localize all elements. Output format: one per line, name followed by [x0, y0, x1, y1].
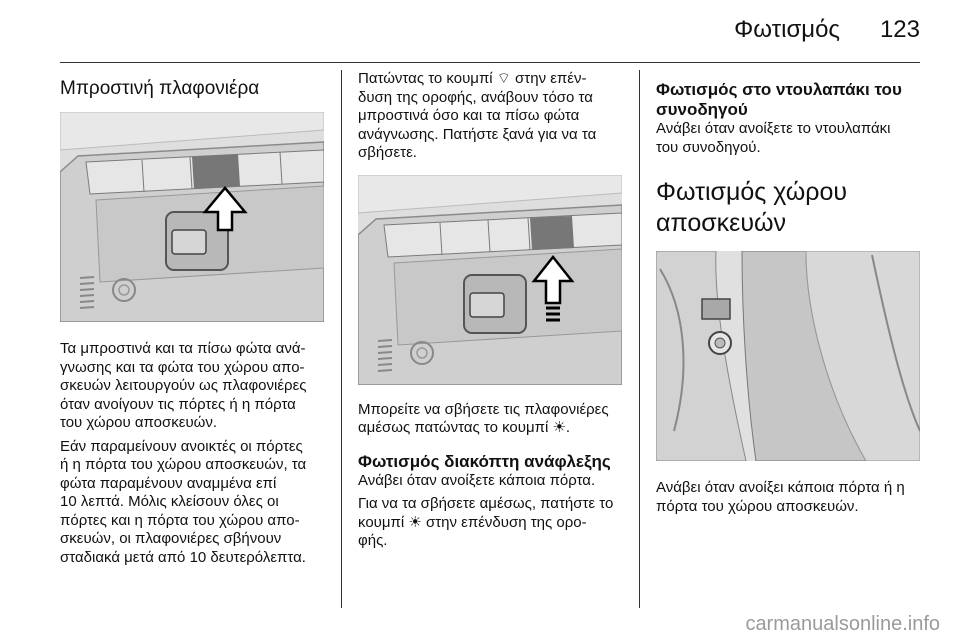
page-title: Φωτισμός — [734, 16, 840, 43]
text-line: Τα μπροστινά και τα πίσω φώτα ανά- — [60, 340, 306, 357]
column-2 — [358, 70, 622, 551]
text-line: φώτα παραμένουν αναμμένα επί — [60, 474, 277, 492]
column-divider-2 — [639, 70, 640, 608]
paragraph-2 — [60, 438, 326, 568]
heading-line: συνοδηγού — [656, 100, 748, 119]
text-line: σταδιακά μετά από 10 δευτερόλεπτα. — [60, 548, 306, 566]
watermark: carmanualsonline.info — [745, 613, 940, 635]
text-line: σκευών λειτουργούν ως πλαφονιέρες — [60, 377, 307, 394]
paragraph-switch-off — [358, 401, 622, 438]
text-line: 10 λεπτά. Μόλις κλείσουν όλες οι — [60, 493, 279, 510]
heading-line: Φωτισμός στο ντουλαπάκι του — [656, 80, 902, 99]
text-line: του συνοδηγού. — [656, 138, 761, 156]
column-1 — [60, 70, 326, 567]
front-courtesy-light-heading: Μπροστινή πλαφονιέρα — [60, 78, 260, 99]
text-line: Ανάβει όταν ανοίξετε το ντουλαπάκι — [656, 120, 891, 137]
paragraph-reading-lights — [358, 70, 622, 163]
text-line: όταν ανοίγουν τις πόρτες ή η πόρτα — [60, 395, 296, 413]
text-line: Πατώντας το κουμπί ⌔ στην επέν- — [358, 70, 587, 87]
roof-console-switch-figure — [358, 175, 622, 385]
page-header — [0, 0, 960, 62]
text-line: Για να τα σβήσετε αμέσως, πατήστε το — [358, 495, 614, 512]
page-number: 123 — [879, 16, 920, 43]
paragraph-luggage — [656, 479, 922, 516]
header-rule — [60, 62, 920, 63]
text-line: Ανάβει όταν ανοίξει κάποια πόρτα ή η — [656, 479, 905, 496]
text-line: Μπορείτε να σβήσετε τις πλαφονιέρες — [358, 400, 609, 418]
text-line: σβήσετε. — [358, 144, 417, 161]
text-line: σκευών, οι πλαφονιέρες σβήνουν — [60, 530, 282, 547]
paragraph-1 — [60, 340, 326, 433]
text-line: φής. — [358, 532, 388, 549]
text-line: πόρτα του χώρου αποσκευών. — [656, 497, 859, 515]
column-divider-1 — [341, 70, 342, 608]
text-line: δυση της οροφής, ανάβουν τόσο τα — [358, 88, 593, 106]
front-roof-console-figure — [60, 112, 324, 322]
paragraph-ignition-off — [358, 495, 622, 551]
text-line: μπροστινά όσο και τα πίσω φώτα — [358, 107, 580, 124]
column-3 — [656, 70, 922, 516]
text-line: αμέσως πατώντας το κουμπί ☀. — [358, 419, 571, 436]
text-line: κουμπί ☀ στην επένδυση της ορο- — [358, 513, 587, 531]
luggage-compartment-figure — [656, 251, 920, 461]
text-line: γνωσης και τα φώτα του χώρου απο- — [60, 358, 305, 376]
heading-line: Φωτισμός χώρου — [656, 178, 848, 206]
text-line: Εάν παραμείνουν ανοικτές οι πόρτες — [60, 437, 303, 455]
paragraph-ignition — [358, 472, 622, 491]
ignition-switch-light-heading: Φωτισμός διακόπτη ανάφλεξης — [358, 451, 611, 471]
text-line: ή η πόρτα του χώρου αποσκευών, τα — [60, 456, 307, 473]
text-line: του χώρου αποσκευών. — [60, 414, 218, 431]
paragraph-glovebox — [656, 120, 922, 157]
luggage-light-heading — [656, 177, 922, 239]
text-line: Ανάβει όταν ανοίξετε κάποια πόρτα. — [358, 471, 596, 489]
heading-line: αποσκευών — [656, 209, 787, 237]
text-line: ανάγνωσης. Πατήστε ξανά για να τα — [358, 125, 597, 143]
glovebox-light-heading — [656, 80, 922, 120]
text-line: πόρτες και η πόρτα του χώρου απο- — [60, 511, 300, 529]
